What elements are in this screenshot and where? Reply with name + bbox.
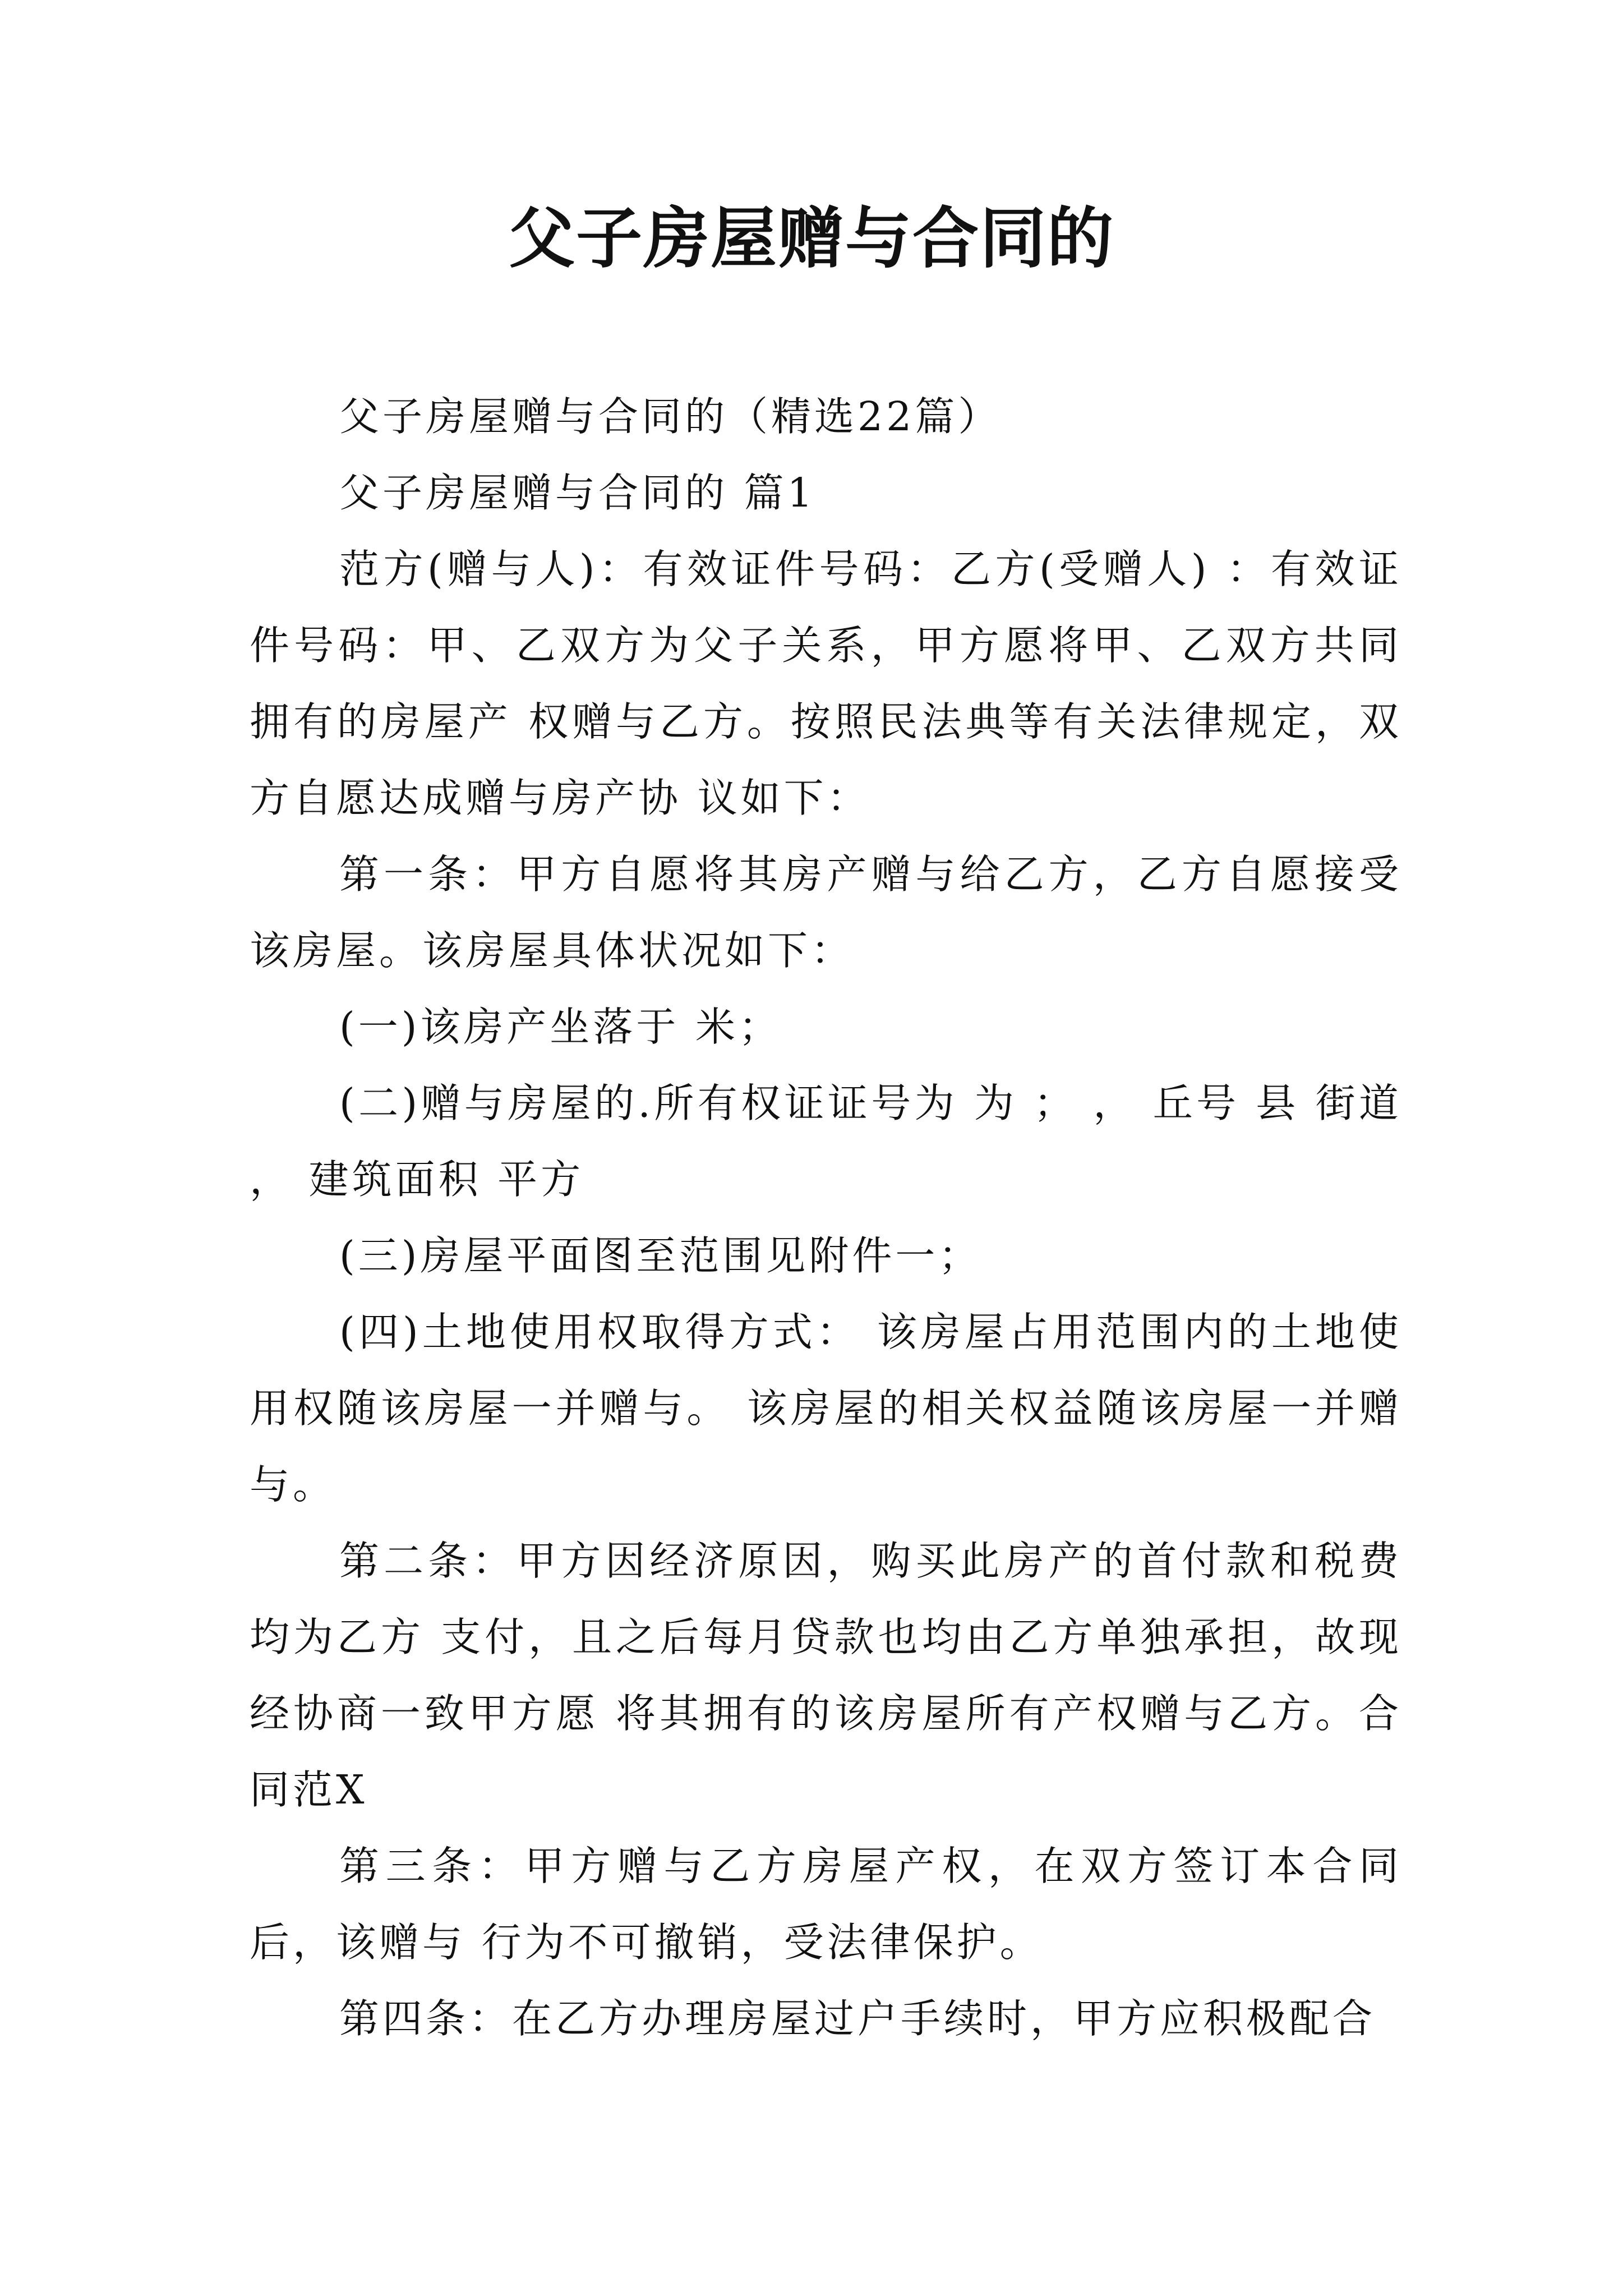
paragraph-article-1: 第一条：甲方自愿将其房产赠与给乙方，乙方自愿接受该房屋。该房屋具体状况如下：	[250, 851, 1402, 974]
paragraph-item-1: (一)该房产坐落于 米；	[339, 1004, 782, 1050]
paragraph-parties: 范方(赠与人)：有效证件号码：乙方(受赠人) ：有效证件号码：甲、乙双方为父子关系，甲方愿将甲、乙双方共同拥有的房屋产 权赠与乙方。按照民法典等有关法律规定，双方自愿达成赠与房产协 议如下：	[250, 546, 1402, 821]
document-body	[250, 379, 1402, 2057]
paragraph-article-2: 第二条：甲方因经济原因，购买此房产的首付款和税费均为乙方 支付，且之后每月贷款也均由乙方单独承担，故现经协商一致甲方愿 将其拥有的该房屋所有产权赠与乙方。合同范X	[250, 1538, 1402, 1813]
paragraph-section-heading: 父子房屋赠与合同的 篇1	[339, 470, 816, 516]
document-title: 父子房屋赠与合同的	[508, 199, 1114, 277]
paragraph-article-4: 第四条：在乙方办理房屋过户手续时，甲方应积极配合	[339, 1995, 1376, 2042]
paragraph-article-3: 第三条：甲方赠与乙方房屋产权，在双方签订本合同后，该赠与 行为不可撤销，受法律保护。	[250, 1843, 1402, 1966]
paragraph-item-4: (四)土地使用权取得方式： 该房屋占用范围内的土地使用权随该房屋一并赠与。 该房屋的相关权益随该房屋一并赠与。	[250, 1309, 1402, 1508]
paragraph-item-2: (二)赠与房屋的.所有权证证号为 为 ； ， 丘号 县 街道 ， 建筑面积 平方	[250, 1080, 1402, 1203]
paragraph-subtitle: 父子房屋赠与合同的（精选22篇）	[339, 393, 1002, 440]
paragraph-item-3: (三)房屋平面图至范围见附件一；	[339, 1232, 982, 1279]
